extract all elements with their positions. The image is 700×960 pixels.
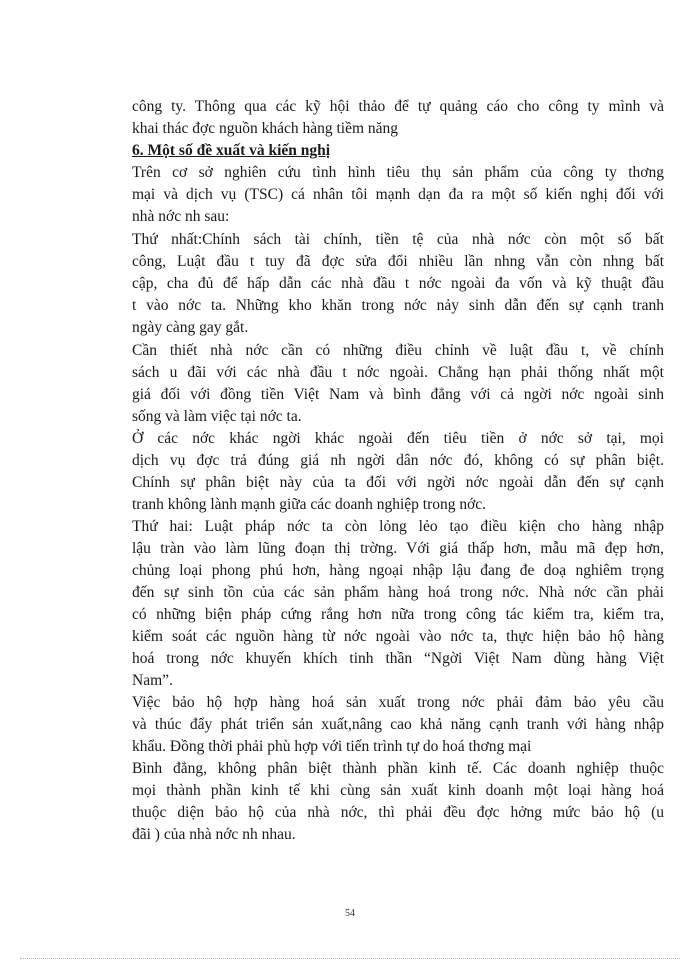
text-line: lậu tràn vào làm lũng đoạn thị trờng. Với giá thấp hơn, mẫu mã đẹp hơn,	[132, 540, 664, 557]
text-line: ngày càng gay gắt.	[132, 319, 249, 336]
text-line: sách u đãi với các nhà đầu t nớc ngoài. Chẳng hạn phải thống nhất một	[132, 364, 664, 381]
page-number: 54	[345, 908, 355, 919]
text-line: tranh không lành mạnh giữa các doanh nghiệp trong nớc.	[132, 496, 487, 513]
text-line: có những biện pháp cứng rắng hơn nữa trong công tác kiểm tra, kiểm tra,	[132, 606, 664, 623]
text-line: t vào nớc ta. Những kho khăn trong nớc nảy sinh dẫn đến sự cạnh tranh	[132, 297, 664, 314]
text-line: Bình đẳng, không phân biệt thành phần kinh tế. Các doanh nghiệp thuộc	[132, 760, 664, 777]
text-line: và thúc đẩy phát triển sản xuất,nâng cao khả năng cạnh tranh với hàng nhập	[132, 716, 664, 733]
text-line: nhà nớc nh sau:	[132, 208, 230, 225]
text-line: chủng loại phong phú hơn, hàng ngoại nhập lậu đang đe doạ nghiêm trọng	[132, 562, 664, 579]
text-line: Trên cơ sở nghiên cứu tình hình tiêu thụ sản phẩm của công ty thơng	[132, 164, 664, 181]
text-line: Cần thiết nhà nớc cần có những điều chỉnh về luật đầu t, về chính	[132, 342, 664, 359]
text-line: mại và dịch vụ (TSC) cá nhân tôi mạnh dạn đa ra một số kiến nghị đối với	[132, 186, 664, 203]
text-line: Thứ nhất:Chính sách tài chính, tiền tệ của nhà nớc còn một số bất	[132, 231, 664, 248]
text-line: kiểm soát các nguồn hàng từ nớc ngoài vào nớc ta, thực hiện bảo hộ hàng	[132, 628, 664, 645]
text-line: giá đối với đồng tiền Việt Nam và bình đẳng với cả ngời nớc ngoài sinh	[132, 386, 664, 403]
footer-divider	[20, 958, 680, 959]
text-line: sống và làm việc tại nớc ta.	[132, 408, 302, 425]
text-line: Việc bảo hộ hợp hàng hoá sản xuất trong nớc phải đảm bảo yêu cầu	[132, 694, 664, 711]
text-line: hoá trong nớc khuyến khích tinh thần “Ngời Việt Nam dùng hàng Việt	[132, 650, 664, 667]
section-heading: 6. Một số đề xuất và kiến nghị	[132, 142, 331, 159]
text-line: đến sự sinh tồn của các sản phẩm hàng hoá trong nớc. Nhà nớc cần phải	[132, 584, 664, 601]
text-line: khẩu. Đồng thời phải phù hợp với tiến trình tự do hoá thơng mại	[132, 738, 532, 755]
text-line: Ở các nớc khác ngời khác ngoài đến tiêu tiền ở nớc sở tại, mọi	[132, 430, 664, 447]
text-line: dịch vụ đợc trả đúng giá nh ngời dân nớc đó, không có sự phân biệt.	[132, 452, 664, 469]
text-line: thuộc diện bảo hộ của nhà nớc, thì phải đều đợc hởng mức bảo hộ (u	[132, 804, 664, 821]
text-line: mọi thành phần kinh tế khi cùng sản xuất kinh doanh một loại hàng hoá	[132, 782, 664, 799]
text-line: công ty. Thông qua các kỹ hội thảo để tự quảng cáo cho công ty mình và	[132, 98, 664, 115]
text-line: công, Luật đầu t tuy đã đợc sửa đổi nhiều lần nhng vẫn còn nhng bất	[132, 253, 664, 270]
text-line: khai thác đợc nguồn khách hàng tiềm năng	[132, 120, 399, 137]
text-line: cập, cha đủ để hấp dẫn các nhà đầu t nớc ngoài đa vốn và kỹ thuật đầu	[132, 275, 664, 292]
text-line: Chính sự phân biệt này của ta đối với ngời nớc ngoài dẫn đến sự cạnh	[132, 474, 664, 491]
text-line: Thứ hai: Luật pháp nớc ta còn lỏng lẻo tạo điều kiện cho hàng nhập	[132, 518, 664, 535]
text-line: Nam”.	[132, 672, 173, 689]
text-line: đãi ) của nhà nớc nh nhau.	[132, 826, 296, 843]
